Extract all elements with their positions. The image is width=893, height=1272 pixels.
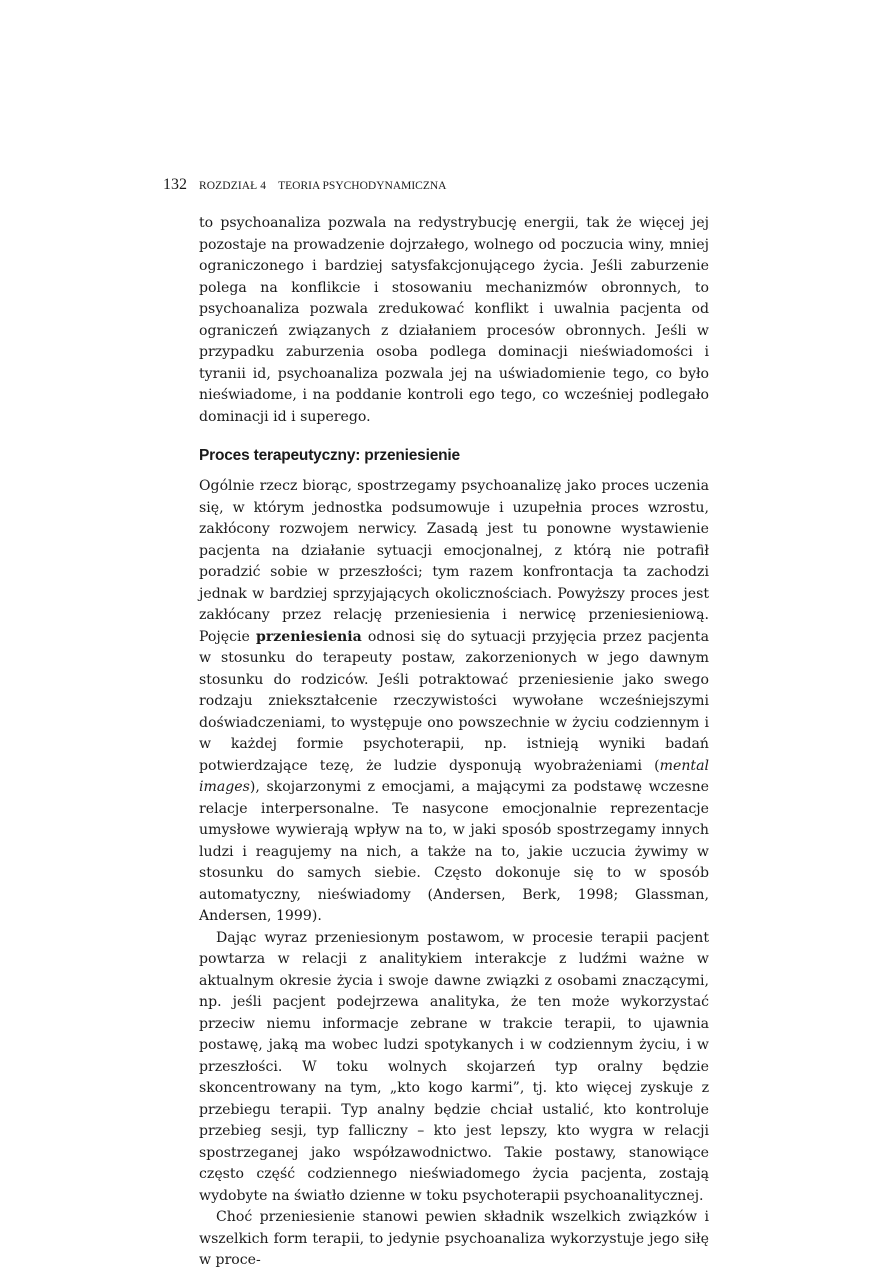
paragraph-2-part-c: ), skojarzonymi z emocjami, a mającymi za podstawę wczesne relacje interpersonalne. Te nasycone emocjonalnie reprezentacje umysłowe wywierają wpływ na to, w jaki sposób spostrzegamy innych ludzi i reagujemy na nich, a także na to, jakie uczucia żywimy w stosunku do samych siebie. Często dokonuje się to w sposób automatyczny, nieświadomy (Andersen, Berk, 1998; Glassman, Andersen, 1999). [199, 779, 709, 924]
paragraph-2 [199, 476, 709, 928]
chapter-label: ROZDZIAŁ 4 [199, 180, 267, 192]
paragraph-1: to psychoanaliza pozwala na redystrybucję energii, tak że więcej jej pozostaje na prowadzenie dojrzałego, wolnego od poczucia winy, mniej ograniczonego i bardziej satysfakcjonującego życia. Jeśli zaburzenie polega na konflikcie i stosowaniu mechanizmów obronnych, to psychoanaliza pozwala zredukować konflikt i uwalnia pacjenta od ograniczeń związanych z działaniem procesów obronnych. Jeśli w przypadku zaburzenia osoba podlega dominacji nieświadomości i tyranii id, psychoanaliza pozwala jej na uświadomienie tego, co było nieświadome, i na poddanie kontroli ego tego, co wcześniej podlegało dominacji id i superego. [199, 215, 709, 425]
running-head [163, 176, 446, 194]
paragraph-2-part-b: odnosi się do sytuacji przyjęcia przez pacjenta w stosunku do terapeuty postaw, zakorzenionych w jego dawnym stosunku do rodziców. Jeśli potraktować przeniesienie jako swego rodzaju zniekształcenie rzeczywistości wywołane wcześniejszymi doświadczeniami, to występuje ono powszechnie w życiu codziennym i w każdej formie psychoterapii, np. istnieją wyniki badań potwierdzające tezę, że ludzie dysponują wyobrażeniami ( [199, 628, 709, 774]
paragraph-2-part-a: Ogólnie rzecz biorąc, spostrzegamy psychoanalizę jako proces uczenia się, w którym jednostka podsumowuje i uzupełnia proces wzrostu, zakłócony rozwojem nerwicy. Zasadą jest tu ponowne wystawienie pacjenta na działanie sytuacji emocjonalnej, z którą nie potrafił poradzić sobie w przeszłości; tym razem konfrontacja ta zachodzi jednak w bardziej sprzyjających okolicznościach. Powyższy proces jest zakłócany przez relację przeniesienia i nerwicę przeniesieniową. Pojęcie [199, 478, 709, 645]
paragraph-4: Choć przeniesienie stanowi pewien składnik wszelkich związków i wszelkich form terapii, to jedynie psychoanaliza wykorzystuje jego siłę w proce- [199, 1209, 709, 1268]
paragraph-3: Dając wyraz przeniesionym postawom, w procesie terapii pacjent powtarza w relacji z analitykiem interakcje z ludźmi ważne w aktualnym okresie życia i swoje dawne związki z osobami znaczącymi, np. jeśli pacjent podejrzewa analityka, że ten może wykorzystać przeciw niemu informacje zebrane w trakcie terapii, to ujawnia postawę, jaką ma wobec ludzi spotykanych i w codziennym życiu, i w przeszłości. W toku wolnych skojarzeń typ oralny będzie skoncentrowany na tym, „kto kogo karmi”, tj. kto więcej zyskuje z przebiegu terapii. Typ analny będzie chciał ustalić, kto kontroluje przebieg sesji, typ falliczny – kto jest lepszy, kto wygra w relacji spostrzeganej jako współzawodnictwo. Takie postawy, stanowiące często część codziennego nieświadomego życia pacjenta, zostają wydobyte na światło dzienne w toku psychoterapii psychoanalitycznej. [199, 929, 709, 1204]
chapter-title: TEORIA PSYCHODYNAMICZNA [278, 180, 447, 192]
page-number: 132 [163, 176, 187, 193]
section-heading: Proces terapeutyczny: przeniesienie [199, 447, 460, 464]
body-text [199, 213, 709, 1272]
italic-term: mental images [199, 757, 709, 795]
key-term: przeniesienia [255, 628, 362, 645]
